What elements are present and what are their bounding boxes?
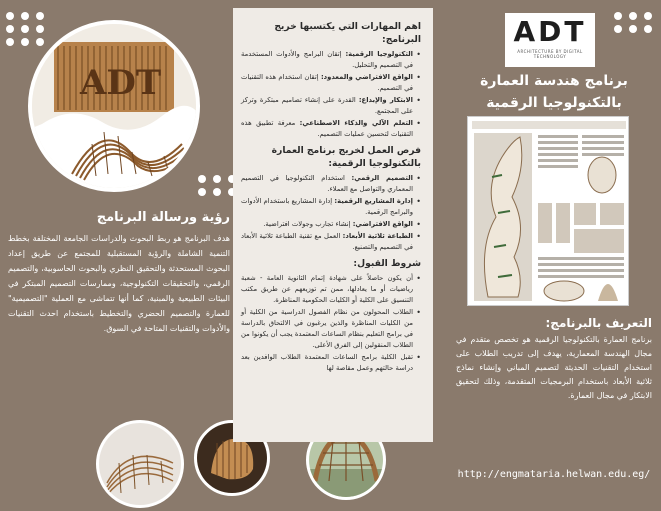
skills-list	[241, 49, 421, 140]
decor-dots-top-right	[614, 12, 654, 33]
logo-subtitle: ARCHITECTURE BY DIGITAL TECHNOLOGY	[517, 49, 583, 59]
program-title	[456, 70, 652, 114]
list-item: • الواقع الافتراضي: إنشاء تجارب وجولات افتراضية.	[241, 219, 421, 230]
intro-heading: التعريف بالبرنامج:	[545, 316, 652, 330]
vision-body: هدف البرنامج هو ربط البحوث والدراسات الجامعة المختلفة بخطط التنمية الشاملة والرؤية المستقبلية للمجتمع عن طريق إعداد البحوث المستحدثة والتحقيق النظري والبحوث الحاسوبية، والتصميم الرقمي، والتحقيقات التكنولوجية، وممارسات التصميم المبتكر في البيئات الطبيعية والمبنية، كما أنها تتماشى مع العملية "التصميمية" للعمارة والتصميم الحضري والتخطيط باستخدام احدث التقنيات والأدوات والتقنيات المتاحة في السوق.	[8, 234, 230, 333]
list-item: • إدارة المشاريع الرقمية: إدارة المشاريع باستخدام الأدوات والبرامج الرقمية.	[241, 196, 421, 218]
title-line-1: برنامج هندسة العمارة	[480, 73, 628, 89]
decor-dots-top-left	[6, 12, 46, 46]
list-item: • الواقع الافتراضي والمعدود: إتقان استخدام هذه التقنيات في التصميم.	[241, 72, 421, 94]
list-item: • التصميم الرقمي: استخدام التكنولوجيا في التصميم المعماري والتواصل مع العملاء.	[241, 173, 421, 195]
vision-section	[8, 210, 230, 336]
model-letters: ADT	[80, 63, 162, 103]
admission-heading: شروط القبول:	[353, 258, 421, 269]
details-panel	[233, 8, 433, 442]
intro-body: برنامج العمارة بالتكنولوجيا الرقمية هو تخصص متقدم في مجال الهندسة المعمارية، يهدف إلى تدريب الطلاب على استخدام التقنيات الحديثة لتصميم المباني وإنشاء نماذج ثلاثية الأبعاد باستخدام البرمجيات المتقدمة، وذلك لتحقيق الابتكار في مجال العمارة.	[456, 335, 652, 400]
list-item: • التكنولوجيا الرقمية: إتقان البرامج والأدوات المستخدمة في التصميم والتحليل.	[241, 49, 421, 71]
photo-circle-model-1	[96, 420, 184, 508]
intro-section	[456, 316, 652, 403]
vision-heading: رؤية ورسالة البرنامج	[96, 210, 230, 225]
list-item: • تقبل الكلية برامج الساعات المعتمدة الطلاب الوافدين بعد دراسة حالتهم وعمل مقاصة لها	[241, 352, 421, 374]
title-line-2: بالتكنولوجيا الرقمية	[486, 95, 622, 111]
list-item: • الطلاب المحولون من نظام الفصول الدراسية من الكلية أو من الكليات المناظرة والذين يرغبون في الالتحاق بالدراسة في برامج التعليم بنظام الساعات المعتمدة يجب أن يكونوا من الطلاب المنقولين إلى الفرق الأعلى.	[241, 307, 421, 351]
website-link[interactable]: http://engmataria.helwan.edu.eg/	[457, 469, 651, 480]
competition-poster-image	[467, 116, 629, 306]
list-item: • الابتكار والإبداع: القدرة على إنشاء تصاميم مبتكرة وتركز على المجتمع.	[241, 95, 421, 117]
jobs-list	[241, 173, 421, 253]
logo-text: ADT	[513, 15, 587, 48]
decor-dots-mid-left	[198, 175, 238, 196]
adt-logo	[505, 13, 595, 67]
jobs-heading: فرص العمل لخريج برنامج العمارة بالتكنولوجيا الرقمية:	[271, 145, 421, 169]
admission-list	[241, 273, 421, 374]
list-item: • الطباعة ثلاثية الأبعاد: العمل مع تقنية الطباعة ثلاثية الأبعاد في التصميم والتصنيع.	[241, 231, 421, 253]
list-item: • التعلم الآلي والذكاء الاصطناعي: معرفة تطبيق هذه التقنيات لتحسين عمليات التصميم.	[241, 118, 421, 140]
skills-heading: اهم المهارات التي يكتسبها خريج البرنامج:	[274, 21, 421, 45]
wooden-model-illustration	[32, 24, 200, 192]
hero-photo-adt-model	[28, 20, 200, 192]
list-item: • أن يكون حاصلاً على شهادة إتمام الثانوية العامة - شعبة رياضيات أو ما يعادلها، ممن تم توزيعهم عن طريق مكتب التنسيق على الكلية أو الكليات الحكومية المناظرة.	[241, 273, 421, 306]
